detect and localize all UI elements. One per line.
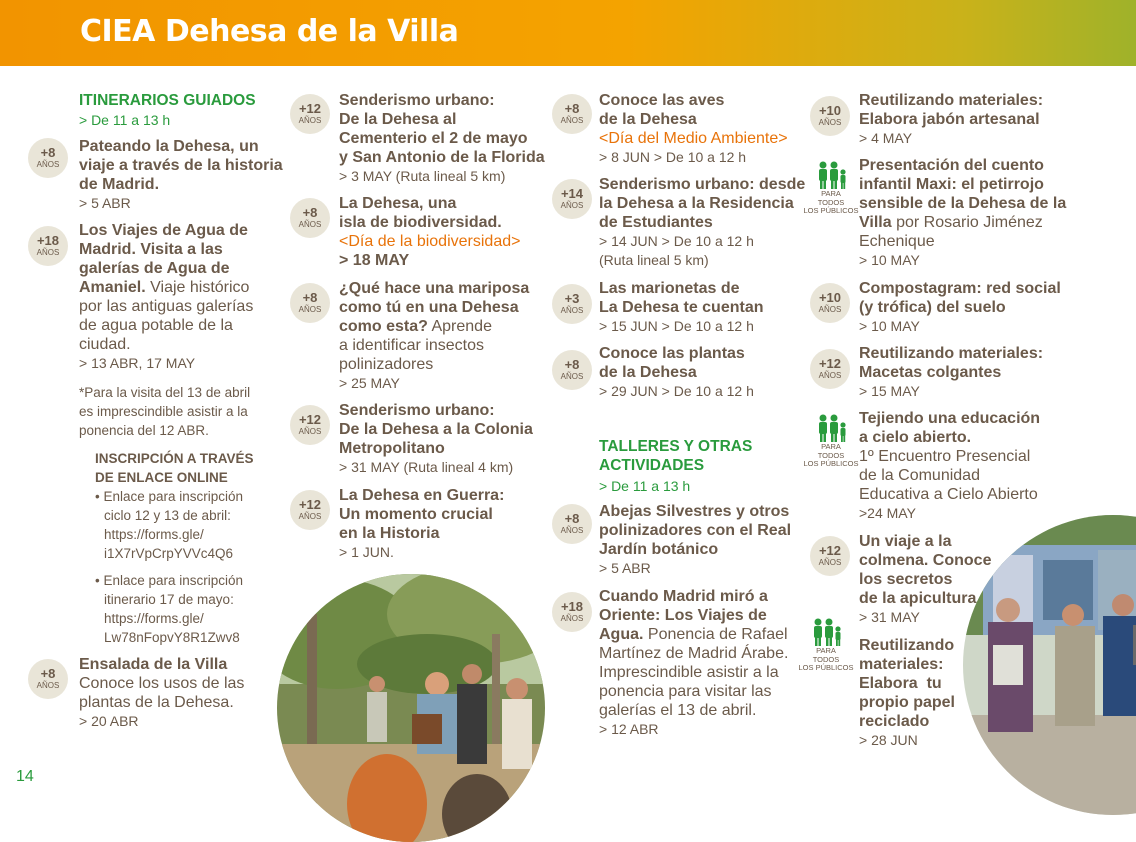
age-badge <box>28 226 68 266</box>
activity-item <box>859 532 992 627</box>
age-badge-label: AÑOS <box>298 427 322 436</box>
section-title-itinerarios: ITINERARIOS GUIADOS <box>79 92 256 109</box>
all-audiences-label: TODOS <box>817 197 845 207</box>
activity-title: Las marionetas de <box>599 280 740 297</box>
activity-date: > 31 MAY (Ruta lineal 4 km) <box>339 459 514 475</box>
registration-link[interactable]: i1X7rVpCrpYVVc4Q6 <box>104 546 234 561</box>
note-line: *Para la visita del 13 de abril <box>79 385 251 400</box>
activity-item <box>599 279 804 336</box>
age-badge-label: AÑOS <box>560 306 584 315</box>
activity-title: Pateando la Dehesa, un <box>79 138 259 155</box>
activity-description: 1º Encuentro Presencial <box>859 448 1031 465</box>
activity-title: los secretos <box>859 571 953 588</box>
age-badge-label: AÑOS <box>818 558 842 567</box>
activity-highlight: <Día del Medio Ambiente> <box>599 130 788 147</box>
photo-guided-walk <box>277 574 545 842</box>
activity-title: La Dehesa te cuentan <box>599 299 764 316</box>
page-title: CIEA Dehesa de la Villa <box>80 14 459 49</box>
activity-title <box>599 625 804 644</box>
age-badge <box>28 659 68 699</box>
age-badge-value: +8 <box>564 511 580 526</box>
activity-title: sensible de la Dehesa de la <box>859 195 1067 212</box>
age-badge-label: AÑOS <box>36 248 60 257</box>
activity-title-bold: Villa <box>859 214 892 231</box>
activity-title-bold: Agua. <box>599 626 644 643</box>
age-badge-label: AÑOS <box>560 614 584 623</box>
registration-line: itinerario 17 de mayo: <box>104 592 234 607</box>
activity-title: la Dehesa a la Residencia <box>599 195 794 212</box>
age-badge-label: AÑOS <box>298 116 322 125</box>
registration-link[interactable]: https://forms.gle/ <box>104 611 204 626</box>
activity-title: La Dehesa en Guerra: <box>339 487 505 504</box>
age-badge-label: AÑOS <box>818 118 842 127</box>
activity-item <box>339 401 539 477</box>
age-badge-value: +12 <box>818 356 842 371</box>
age-badge-label: AÑOS <box>560 201 584 210</box>
age-badge <box>290 283 330 323</box>
activity-date: > 15 JUN > De 10 a 12 h <box>599 318 754 334</box>
activity-title: Macetas colgantes <box>859 364 1002 381</box>
activity-date: > 31 MAY <box>859 609 920 625</box>
activity-title: Reutilizando materiales: <box>859 92 1044 109</box>
activity-title <box>79 278 284 297</box>
activity-item <box>339 194 544 270</box>
activity-description: Imprescindible asistir a la <box>599 664 779 681</box>
activity-item <box>859 344 1064 401</box>
age-badge-label: AÑOS <box>298 305 322 314</box>
family-icon <box>813 413 849 443</box>
activity-title: La Dehesa, una <box>339 195 457 212</box>
activity-item <box>339 279 544 393</box>
activity-description: por las antiguas galerías <box>79 298 254 315</box>
age-badge-value: +8 <box>302 290 318 305</box>
activity-title: Compostagram: red social <box>859 280 1061 297</box>
age-badge <box>552 179 592 219</box>
activity-date: > 29 JUN > De 10 a 12 h <box>599 383 754 399</box>
activity-title: Senderismo urbano: <box>339 402 495 419</box>
activity-title-bold: como esta? <box>339 318 428 335</box>
age-badge <box>552 504 592 544</box>
activity-description: Aprende <box>427 318 492 335</box>
age-badge-value: +8 <box>40 145 56 160</box>
activity-title: Senderismo urbano: desde <box>599 176 806 193</box>
age-badge-value: +8 <box>302 205 318 220</box>
age-badge-value: +3 <box>564 291 580 306</box>
activity-description: Martínez de Madrid Árabe. <box>599 645 789 662</box>
activity-title: Metropolitano <box>339 440 445 457</box>
all-audiences-label: PARA <box>816 646 836 655</box>
activity-item <box>339 486 544 562</box>
activity-date: > 25 MAY <box>339 375 400 391</box>
activity-title: y San Antonio de la Florida <box>339 149 545 166</box>
age-badge-label: AÑOS <box>298 512 322 521</box>
activity-title: galerías de Agua de <box>79 260 230 277</box>
age-badge-value: +18 <box>560 599 584 614</box>
note-line: es imprescindible asistir a la <box>79 404 248 419</box>
activity-title: De la Dehesa a la Colonia <box>339 421 533 438</box>
activity-item <box>859 156 1067 270</box>
activity-title: Madrid. Visita a las <box>79 241 223 258</box>
activity-title: polinizadores con el Real <box>599 522 792 539</box>
activity-description: a identificar insectos <box>339 337 484 354</box>
activity-item <box>859 636 959 750</box>
activity-date: > 8 JUN > De 10 a 12 h <box>599 149 747 165</box>
section-title-talleres: ACTIVIDADES <box>599 457 705 474</box>
registration-block <box>95 449 275 647</box>
activity-title: colmena. Conoce <box>859 552 992 569</box>
all-audiences-label: PARA <box>821 442 841 451</box>
activity-title: viaje a través de la historia <box>79 157 283 174</box>
activity-title: Conoce las plantas <box>599 345 745 362</box>
all-audiences-label: LOS PÚBLICOS <box>803 459 859 468</box>
activity-item <box>599 502 792 578</box>
activity-title: Un momento crucial <box>339 506 493 523</box>
activity-description: por Rosario Jiménez <box>891 214 1043 231</box>
photo-guided-walk-image <box>277 574 545 842</box>
activity-title: Reutilizando materiales: <box>859 345 1044 362</box>
age-badge <box>290 490 330 530</box>
activity-item <box>859 279 1064 336</box>
age-badge-value: +10 <box>818 103 842 118</box>
activity-title: en la Historia <box>339 525 440 542</box>
activity-date: > 1 JUN. <box>339 544 394 560</box>
age-badge <box>28 138 68 178</box>
activity-title: Elabora jabón artesanal <box>859 111 1040 128</box>
section-schedule: > De 11 a 13 h <box>599 478 691 494</box>
activity-date: > 5 ABR <box>79 195 131 211</box>
activity-title: a cielo abierto. <box>859 429 972 446</box>
activity-date: > 4 MAY <box>859 130 913 146</box>
all-audiences-label: PARA <box>821 189 841 198</box>
activity-title: Abejas Silvestres y otros <box>599 503 790 520</box>
age-badge-label: AÑOS <box>36 160 60 169</box>
activity-title: Jardín botánico <box>599 541 719 558</box>
age-badge-value: +8 <box>564 357 580 372</box>
activity-title <box>859 213 1059 232</box>
activity-title: Cementerio el 2 de mayo <box>339 130 528 147</box>
age-badge-label: AÑOS <box>818 305 842 314</box>
age-badge <box>552 350 592 390</box>
activity-date: > 28 JUN <box>859 732 918 748</box>
activity-description: Viaje histórico <box>145 279 250 296</box>
activity-item <box>339 91 545 186</box>
section-schedule: > De 11 a 13 h <box>79 112 171 128</box>
activity-title: isla de biodiversidad. <box>339 214 502 231</box>
activity-title: de la Dehesa <box>599 364 697 381</box>
activity-title: Tejiendo una educación <box>859 410 1041 427</box>
activity-description: Echenique <box>859 233 935 250</box>
visit-note <box>79 383 284 440</box>
activity-title: como tú en una Dehesa <box>339 299 519 316</box>
activity-title: de Estudiantes <box>599 214 713 231</box>
activity-description: Ponencia de Rafael <box>643 626 788 643</box>
activity-title: ¿Qué hace una mariposa <box>339 280 530 297</box>
registration-line: • Enlace para inscripción <box>95 489 244 504</box>
activity-date: > 15 MAY <box>859 383 920 399</box>
age-badge-label: AÑOS <box>36 681 60 690</box>
activity-description: ponencia para visitar las <box>599 683 772 700</box>
header-banner <box>0 0 1136 66</box>
age-badge <box>810 96 850 136</box>
activity-title: Senderismo urbano: <box>339 92 495 109</box>
activity-title <box>339 317 544 336</box>
age-badge-value: +12 <box>298 101 322 116</box>
age-badge-label: AÑOS <box>560 372 584 381</box>
activity-title: Conoce las aves <box>599 92 725 109</box>
activity-title: Ensalada de la Villa <box>79 656 228 673</box>
page-number: 14 <box>16 768 34 785</box>
activity-item <box>599 344 804 401</box>
age-badge <box>552 94 592 134</box>
activity-date: > 14 JUN > De 10 a 12 h <box>599 233 754 249</box>
activity-description: de la Comunidad <box>859 467 980 484</box>
all-audiences-badge <box>801 160 861 216</box>
activity-title: Reutilizando <box>859 637 955 654</box>
registration-title: INSCRIPCIÓN A TRAVÉS <box>95 451 254 466</box>
activity-date: > 12 ABR <box>599 721 659 737</box>
activity-date: >24 MAY <box>859 505 916 521</box>
registration-title: DE ENLACE ONLINE <box>95 470 228 485</box>
activity-date: > 18 MAY <box>339 252 410 269</box>
age-badge-value: +18 <box>36 233 60 248</box>
all-audiences-label: TODOS <box>817 450 845 460</box>
activity-title: Los Viajes de Agua de <box>79 222 248 239</box>
age-badge-label: AÑOS <box>560 526 584 535</box>
activity-date: > 20 ABR <box>79 713 139 729</box>
all-audiences-badge <box>801 413 861 469</box>
activity-title-bold: Amaniel. <box>79 279 146 296</box>
activity-description: de agua potable de la <box>79 317 233 334</box>
activity-title: Elabora tu <box>859 675 942 692</box>
all-audiences-label: TODOS <box>812 654 840 664</box>
activity-date: > 10 MAY <box>859 252 920 268</box>
registration-line: • Enlace para inscripción <box>95 573 244 588</box>
activity-description: polinizadores <box>339 356 434 373</box>
activity-item <box>79 137 284 213</box>
activity-item <box>859 409 1064 523</box>
family-icon <box>808 617 844 647</box>
activity-item <box>859 91 1064 148</box>
activity-description: Educativa a Cielo Abierto <box>859 486 1038 503</box>
age-badge-value: +10 <box>818 290 842 305</box>
note-line: ponencia del 12 ABR. <box>79 423 209 438</box>
activity-title: infantil Maxi: el petirrojo <box>859 176 1044 193</box>
age-badge-value: +12 <box>298 412 322 427</box>
age-badge <box>290 198 330 238</box>
age-badge <box>552 284 592 324</box>
activity-title: Un viaje a la <box>859 533 952 550</box>
activity-title: reciclado <box>859 713 930 730</box>
activity-title: materiales: <box>859 656 944 673</box>
activity-date: > 13 ABR, 17 MAY <box>79 355 196 371</box>
activity-title: Oriente: Los Viajes de <box>599 607 767 624</box>
age-badge-label: AÑOS <box>560 116 584 125</box>
activity-item <box>599 587 804 739</box>
activity-description: plantas de la Dehesa. <box>79 694 234 711</box>
activity-highlight: <Día de la biodiversidad> <box>339 233 521 250</box>
activity-date: > 3 MAY (Ruta lineal 5 km) <box>339 168 506 184</box>
activity-title: de la apicultura <box>859 590 977 607</box>
activity-item <box>79 655 284 731</box>
age-badge <box>290 94 330 134</box>
age-badge-value: +12 <box>818 543 842 558</box>
all-audiences-badge <box>796 617 856 673</box>
activity-title: de la Dehesa <box>599 111 697 128</box>
activity-description: Conoce los usos de las <box>79 675 245 692</box>
activity-title: De la Dehesa al <box>339 111 457 128</box>
all-audiences-label: LOS PÚBLICOS <box>803 206 859 215</box>
activity-title: Presentación del cuento <box>859 157 1044 174</box>
age-badge-value: +8 <box>40 666 56 681</box>
registration-link[interactable]: Lw78nFopvY8R1Zwv8 <box>104 630 240 645</box>
registration-line: ciclo 12 y 13 de abril: <box>104 508 231 523</box>
activity-title: (y trófica) del suelo <box>859 299 1006 316</box>
age-badge-label: AÑOS <box>818 371 842 380</box>
activity-description: ciudad. <box>79 336 131 353</box>
activity-title: Cuando Madrid miró a <box>599 588 768 605</box>
age-badge <box>552 592 592 632</box>
age-badge <box>810 349 850 389</box>
age-badge-value: +14 <box>560 186 584 201</box>
activity-item <box>599 91 804 167</box>
activity-title: propio papel <box>859 694 955 711</box>
age-badge-value: +8 <box>564 101 580 116</box>
activity-item <box>79 221 284 373</box>
age-badge-value: +12 <box>298 497 322 512</box>
age-badge <box>810 536 850 576</box>
registration-link[interactable]: https://forms.gle/ <box>104 527 204 542</box>
age-badge <box>810 283 850 323</box>
activity-description: galerías el 13 de abril. <box>599 702 757 719</box>
activity-date: (Ruta lineal 5 km) <box>599 252 709 268</box>
section-title-talleres: TALLERES Y OTRAS <box>599 438 753 455</box>
activity-date: > 10 MAY <box>859 318 920 334</box>
age-badge-label: AÑOS <box>298 220 322 229</box>
activity-title: de Madrid. <box>79 176 160 193</box>
all-audiences-label: LOS PÚBLICOS <box>798 663 854 672</box>
age-badge <box>290 405 330 445</box>
family-icon <box>813 160 849 190</box>
activity-date: > 5 ABR <box>599 560 651 576</box>
activity-item <box>599 175 806 270</box>
